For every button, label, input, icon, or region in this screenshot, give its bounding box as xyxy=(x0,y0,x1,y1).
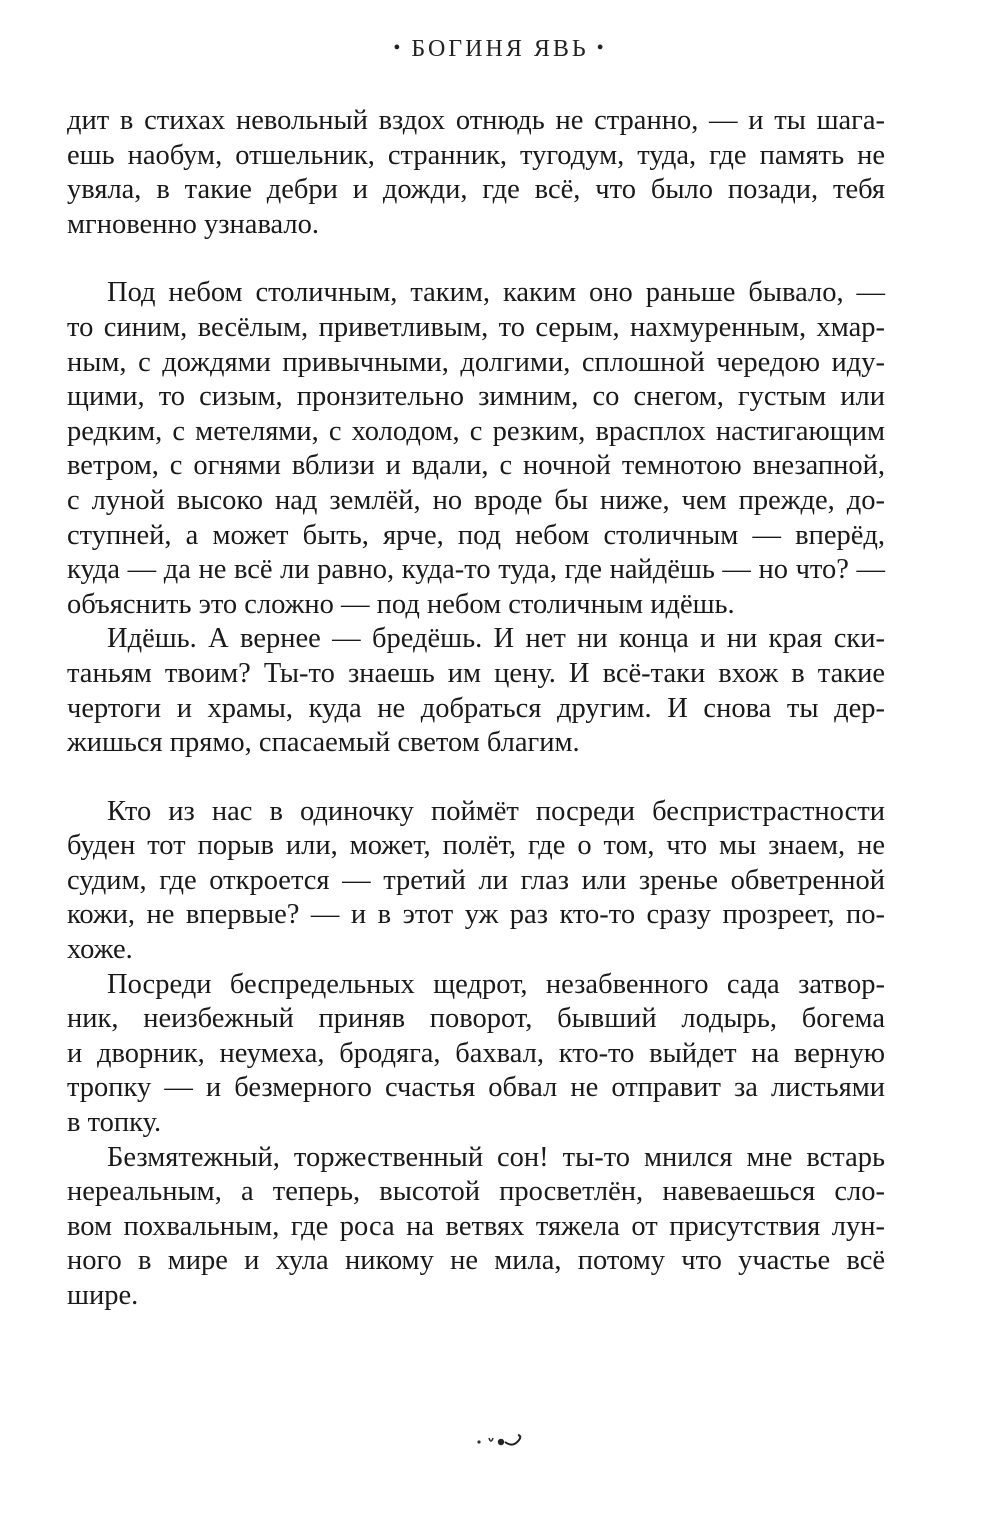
header-title: БОГИНЯ ЯВЬ xyxy=(411,36,589,62)
text-line: ного в мире и хула никому не мила, потому что участье всё xyxy=(67,1245,885,1277)
paragraph xyxy=(67,968,885,1141)
text-line: таньям твоим? Ты-то знаешь им цену. И всё-таки вхож в такие xyxy=(67,657,885,689)
text-line: ным, с дождями привычными, долгими, сплошной чередою иду- xyxy=(67,346,885,378)
text-line: жишься прямо, спасаемый светом благим. xyxy=(67,727,580,759)
text-line: судим, где откроется — третий ли глаз или зренье обветренной xyxy=(67,864,885,896)
text-line: буден тот порыв или, может, полёт, где о том, что мы знаем, не xyxy=(67,830,885,862)
text-line: дит в стихах невольный вздох отнюдь не странно, — и ты шага- xyxy=(67,105,885,136)
footer-ornament xyxy=(0,1428,1000,1456)
text-line: хоже. xyxy=(67,934,133,966)
text-line: объяснить это сложно — под небом столичным идёшь. xyxy=(67,588,735,620)
page-body xyxy=(67,104,885,1314)
text-line: ветром, с огнями вблизи и вдали, с ночной темнотою внезапной, xyxy=(67,450,885,482)
paragraph xyxy=(67,276,885,622)
text-line: то синим, весёлым, приветливым, то серым, нахмуренным, хмар- xyxy=(67,311,885,343)
paragraph xyxy=(67,1141,885,1314)
text-line: в топку. xyxy=(67,1107,162,1139)
text-line: Кто из нас в одиночку поймёт посреди беспристрастности xyxy=(107,795,885,827)
text-line: с луной высоко над землёй, но вроде бы ниже, чем прежде, до- xyxy=(67,484,885,516)
header-dot-right: • xyxy=(596,37,607,59)
text-line: Безмятежный, торжественный сон! ты-то мнился мне встарь xyxy=(107,1141,885,1173)
text-line: куда — да не всё ли равно, куда-то туда, где найдёшь — но что? — xyxy=(67,554,885,586)
text-line: шире. xyxy=(67,1280,139,1311)
text-line: Посреди беспредельных щедрот, незабвенного сада затвор- xyxy=(107,968,885,1000)
text-line: нереальным, а теперь, высотой просветлён, навеваешься сло- xyxy=(67,1176,885,1208)
text-line: тропку — и безмерного счастья обвал не отправит за листьями xyxy=(67,1072,885,1104)
text-line: мгновенно узнавало. xyxy=(67,208,320,240)
text-line: увяла, в такие дебри и дожди, где всё, что было позади, тебя xyxy=(67,174,885,206)
header-dot-left: • xyxy=(393,37,404,59)
text-line: ешь наобум, отшельник, странник, тугодум, туда, где память не xyxy=(67,139,885,171)
paragraph xyxy=(67,795,885,968)
text-line: ступней, а может быть, ярче, под небом столичным — вперёд, xyxy=(67,519,885,551)
flourish-icon xyxy=(455,1428,545,1452)
paragraph xyxy=(67,622,885,760)
running-header xyxy=(0,36,1000,63)
text-line: ник, неизбежный приняв поворот, бывший лодырь, богема xyxy=(67,1003,885,1035)
text-line: вом похвальным, где роса на ветвях тяжела от присутствия лун- xyxy=(67,1210,885,1242)
text-line: Идёшь. А вернее — бредёшь. И нет ни конца и ни края ски- xyxy=(107,623,885,655)
text-line: кожи, не впервые? — и в этот уж раз кто-то сразу прозреет, по- xyxy=(67,899,885,931)
text-line: чертоги и храмы, куда не добраться другим. И снова ты дер- xyxy=(67,692,885,724)
paragraph xyxy=(67,104,885,242)
text-line: Под небом столичным, таким, каким оно раньше бывало, — xyxy=(107,277,885,309)
text-line: щими, то сизым, пронзительно зимним, со снегом, густым или xyxy=(67,381,885,413)
text-line: редким, с метелями, с холодом, с резким, врасплох настигающим xyxy=(67,415,885,447)
text-line: и дворник, неумеха, бродяга, бахвал, кто-то выйдет на верную xyxy=(67,1037,885,1069)
